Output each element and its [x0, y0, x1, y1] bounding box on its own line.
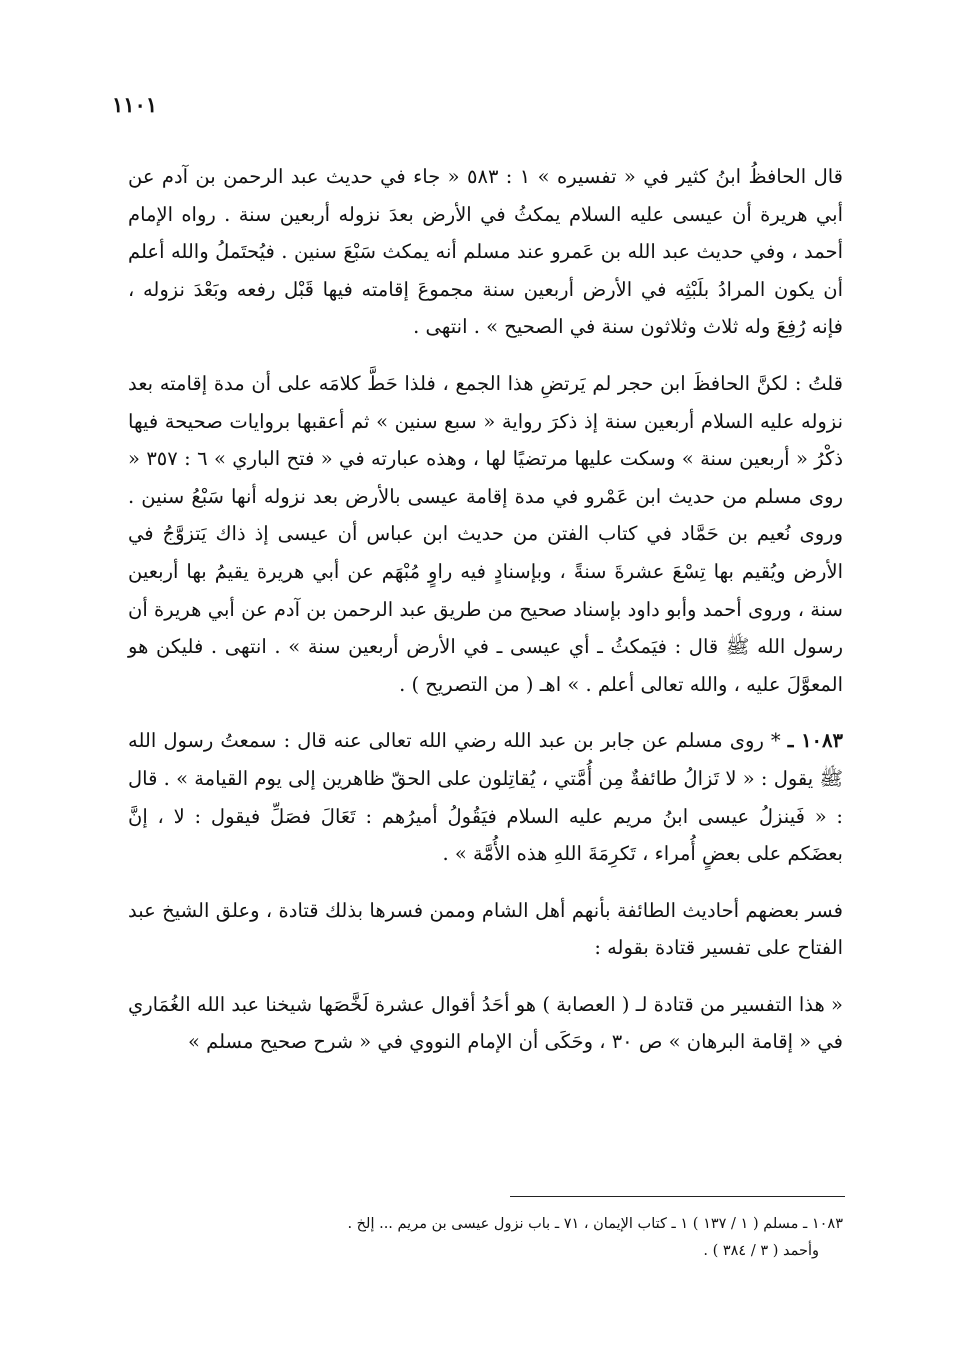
page-number: ١١٠١ [112, 92, 158, 117]
hadith-1083 [128, 722, 843, 872]
hadith-text: * روى مسلم عن جابر بن عبد الله رضي الله تعالى عنه قال : سمعتُ رسول الله ﷺ يقول : « لا تَزالُ طائفةٌ مِن أُمَّتي ، يُقاتِلون على الحقّ ظاهرين إلى يوم القيامة » . قال : « فَينزلُ عيسى ابنُ مريم عليه السلام فيَقُولُ أميرُهم : تَعَالَ فصَلِّ فيقول : لا ، إنَّ بعضَكم على بعضٍ أُمراء ، تَكرِمَةَ اللهِ هذه الأُمَّة » . [128, 729, 843, 866]
footnotes [128, 1211, 843, 1265]
paragraph-ibn-kathir: قال الحافظُ ابنُ كثير في « تفسيره » ١ : ٥٨٣ « جاء في حديث عبد الرحمن بن آدم عن أبي هريرة أن عيسى عليه السلام يمكثُ في الأرض بعدَ نزوله أربعين سنة . رواه الإمام أحمد ، وفي حديث عبد الله بن عَمرو عند مسلم أنه يمكث سَبْعَ سنين . فيُحتَملُ والله أعلم أن يكون المرادُ بلَبْثِه في الأرض أربعين سنة مجموعَ إقامته فيها قَبْل رفعه وبَعْدَ نزوله ، فإنه رُفِعَ وله ثلاث وثلاثون سنة في الصحيح » . انتهى . [128, 165, 843, 339]
paragraph-taifa: فسر بعضهم أحاديث الطائفة بأنهم أهل الشام وممن فسرها بذلك قتادة ، وعلق الشيخ عبد الفتاح على تفسير قتادة بقوله : [128, 898, 843, 960]
paragraph-ibn-hajar: قلتُ : لكنَّ الحافظَ ابن حجر لم يَرتضِ هذا الجمع ، فلذا حَطَّ كلامَه على أن مدة إقامته بعد نزوله عليه السلام أربعين سنة إذ ذكرَ رواية « سبع سنين » ثم أعقبها بروايات صحيحة فيها ذكْرُ « أربعين سنة » وسكت عليها مرتضيًا لها ، وهذه عبارته في « فتح الباري » ٦ : ٣٥٧ « روى مسلم من حديث ابن عَمْرو في مدة إقامة عيسى بالأرض بعد نزوله أنها سَبْعُ سنين . وروى نُعيم بن حَمَّاد في كتاب الفتن من حديث ابن عباس أن عيسى إذ ذاك يَتزوَّجُ في الأرض ويُقيم بها تِسْعَ عشرةَ سنةً ، وبإسنادٍ فيه راوٍ مُبْهَم عن أبي هريرة يقيمُ بها أربعين سنة ، وروى أحمد وأبو داود بإسناد صحيح من طريق عبد الرحمن بن آدم عن أبي هريرة أن رسول الله ﷺ قال : فيَمكثُ ـ أي عيسى ـ في الأرض أربعين سنة » . انتهى . فليكن هو المعوَّلَ عليه ، والله تعالى أعلم . » اهـ ( من التصريح ) . [128, 371, 843, 696]
paragraph-qatada-quote: « هذا التفسير من قتادة لـ ( العصابة ) هو أحَدُ أقوال عشرة لَخَّصَها شيخنا عبد الله الغُمَاري في « إقامة البرهان » ص ٣٠ ، وحَكَى أن الإمام النووي في « شرح صحيح مسلم » [128, 992, 843, 1054]
footnote-1083: ١٠٨٣ ـ مسلم ( ١ / ١٣٧ ) ١ ـ كتاب الإيمان ، ٧١ ـ باب نزول عيسى بن مريم ... إلخ . [347, 1216, 843, 1232]
footnote-continuation: وأحمد ( ٣ / ٣٨٤ ) . [703, 1243, 819, 1259]
footnote-divider [510, 1196, 845, 1197]
body-text [128, 158, 843, 1080]
hadith-number: ١٠٨٣ ـ [787, 729, 843, 753]
